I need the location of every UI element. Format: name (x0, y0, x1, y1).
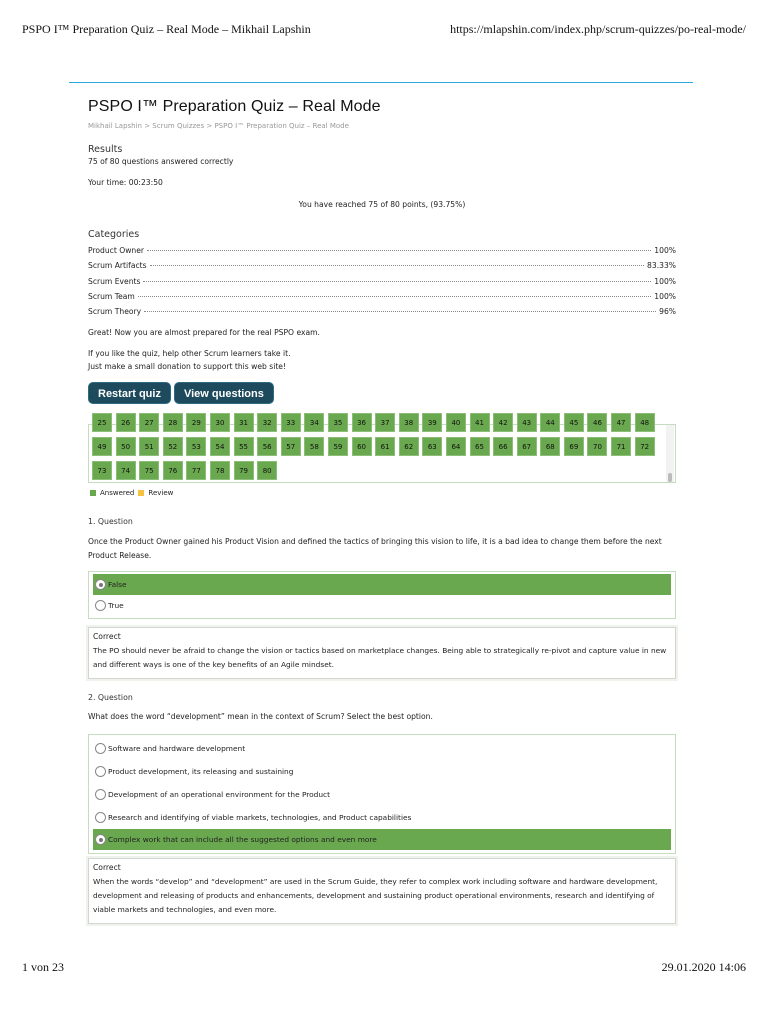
feedback-title: Correct (93, 863, 121, 872)
answer-option[interactable] (93, 760, 671, 783)
question-number-50[interactable]: 50 (116, 437, 136, 456)
question-number-73[interactable]: 73 (92, 461, 112, 480)
question-number-29[interactable]: 29 (186, 413, 206, 432)
option-label: Research and identifying of viable markets, technologies, and Product capabilities (108, 813, 412, 822)
question-number-46[interactable]: 46 (587, 413, 607, 432)
answered-legend-label: Answered (100, 489, 135, 497)
result-message: Great! Now you are almost prepared for the real PSPO exam. (88, 328, 320, 338)
category-name: Scrum Events (88, 276, 141, 286)
question-text: Once the Product Owner gained his Product Vision and defined the tactics of bringing this vision to life, it is a bad idea to change them before the next Product Release. (88, 537, 662, 560)
category-name: Scrum Artifacts (88, 261, 147, 271)
question-number-40[interactable]: 40 (446, 413, 466, 432)
category-list (88, 246, 676, 322)
print-header-url: https://mlapshin.com/index.php/scrum-quizzes/po-real-mode/ (450, 22, 746, 36)
page-number: 1 von 23 (22, 960, 64, 974)
review-legend-label: Review (148, 489, 174, 497)
header-divider (69, 82, 693, 83)
print-header-title: PSPO I™ Preparation Quiz – Real Mode – Mikhail Lapshin (22, 22, 311, 36)
question-grid-inner (92, 413, 660, 485)
option-label: Development of an operational environment for the Product (108, 790, 331, 799)
category-percent: 83.33% (647, 261, 676, 271)
question-number-74[interactable]: 74 (116, 461, 136, 480)
answered-count: 75 of 80 questions answered correctly (88, 157, 234, 166)
radio-icon[interactable] (95, 600, 106, 611)
print-footer (22, 960, 746, 974)
answered-swatch (90, 490, 96, 496)
question-number-65[interactable]: 65 (470, 437, 490, 456)
categories-heading: Categories (88, 229, 140, 240)
answer-option[interactable] (93, 737, 671, 760)
question-number-28[interactable]: 28 (163, 413, 183, 432)
question-number-63[interactable]: 63 (422, 437, 442, 456)
question-number-45[interactable]: 45 (564, 413, 584, 432)
question-number-69[interactable]: 69 (564, 437, 584, 456)
question-number-34[interactable]: 34 (304, 413, 324, 432)
radio-selected-icon[interactable] (95, 834, 106, 845)
question-number-35[interactable]: 35 (328, 413, 348, 432)
question-number-64[interactable]: 64 (446, 437, 466, 456)
category-percent: 100% (654, 246, 676, 255)
radio-selected-icon[interactable] (95, 579, 106, 590)
question-number-62[interactable]: 62 (399, 437, 419, 456)
question-number-76[interactable]: 76 (163, 461, 183, 480)
question-grid-row (92, 437, 660, 456)
question-text: What does the word “development” mean in the context of Scrum? Select the best option. (88, 712, 433, 721)
question-number-26[interactable]: 26 (116, 413, 136, 432)
question-1-options (88, 571, 676, 619)
answer-options (88, 571, 676, 619)
question-2-options (88, 734, 676, 854)
question-number-67[interactable]: 67 (517, 437, 537, 456)
question-number-71[interactable]: 71 (611, 437, 631, 456)
option-label: Product development, its releasing and sustaining (108, 767, 294, 776)
dot-leader (138, 296, 651, 297)
question-1-feedback (88, 627, 676, 679)
answer-option[interactable] (93, 595, 671, 616)
question-grid-row (92, 413, 660, 432)
category-percent: 100% (654, 276, 676, 286)
question-number-58[interactable]: 58 (304, 437, 324, 456)
answer-option-selected[interactable] (93, 829, 671, 850)
option-label: Complex work that can include all the suggested options and even more (108, 835, 377, 844)
category-name: Scrum Team (88, 291, 135, 301)
radio-icon[interactable] (95, 766, 106, 777)
category-row (88, 277, 676, 292)
feedback-box (88, 858, 676, 924)
question-number-48[interactable]: 48 (635, 413, 655, 432)
question-number-41[interactable]: 41 (470, 413, 490, 432)
print-header (22, 22, 746, 36)
donation-line-2: Just make a small donation to support this web site! (88, 362, 287, 372)
category-name: Product Owner (88, 246, 145, 255)
feedback-title: Correct (93, 632, 121, 641)
question-2 (88, 693, 676, 724)
question-1 (88, 517, 676, 563)
question-number-59[interactable]: 59 (328, 437, 348, 456)
question-number-70[interactable]: 70 (587, 437, 607, 456)
question-label: 1. Question (88, 517, 133, 526)
question-number-54[interactable]: 54 (210, 437, 230, 456)
question-number-33[interactable]: 33 (281, 413, 301, 432)
option-label: Software and hardware development (108, 744, 246, 753)
main-content (88, 98, 676, 404)
dot-leader (147, 250, 651, 251)
dot-leader (144, 311, 656, 312)
radio-icon[interactable] (95, 789, 106, 800)
question-number-30[interactable]: 30 (210, 413, 230, 432)
dot-leader (150, 265, 644, 266)
category-percent: 100% (654, 291, 676, 301)
feedback-box (88, 627, 676, 679)
question-number-56[interactable]: 56 (257, 437, 277, 456)
question-number-72[interactable]: 72 (635, 437, 655, 456)
question-label: 2. Question (88, 693, 133, 702)
grid-scroll-thumb[interactable] (668, 473, 672, 482)
question-number-36[interactable]: 36 (352, 413, 372, 432)
category-name: Scrum Theory (88, 307, 142, 317)
answer-option[interactable] (93, 806, 671, 829)
question-number-68[interactable]: 68 (540, 437, 560, 456)
question-number-44[interactable]: 44 (540, 413, 560, 432)
category-row (88, 261, 676, 276)
points-summary: You have reached 75 of 80 points, (93.75%) (298, 200, 466, 209)
question-number-61[interactable]: 61 (375, 437, 395, 456)
question-number-52[interactable]: 52 (163, 437, 183, 456)
category-row (88, 292, 676, 307)
feedback-text: The PO should never be afraid to change the vision or tactics based on marketplace changes. Being able to strategically re-pivot and capture value in new and different ways is one of the key benefits of an Agile mindset. (93, 646, 667, 669)
question-number-43[interactable]: 43 (517, 413, 537, 432)
donation-line-1: If you like the quiz, help other Scrum learners take it. (88, 349, 291, 359)
question-grid[interactable] (88, 419, 676, 483)
breadcrumb (88, 122, 676, 130)
question-number-55[interactable]: 55 (234, 437, 254, 456)
question-number-31[interactable]: 31 (234, 413, 254, 432)
question-number-25[interactable]: 25 (92, 413, 112, 432)
question-number-42[interactable]: 42 (493, 413, 513, 432)
question-number-78[interactable]: 78 (210, 461, 230, 480)
question-number-27[interactable]: 27 (139, 413, 159, 432)
question-number-75[interactable]: 75 (139, 461, 159, 480)
review-swatch (138, 490, 144, 496)
question-number-39[interactable]: 39 (422, 413, 442, 432)
question-number-77[interactable]: 77 (186, 461, 206, 480)
radio-icon[interactable] (95, 743, 106, 754)
answer-option[interactable] (93, 783, 671, 806)
page-title: PSPO I™ Preparation Quiz – Real Mode (88, 98, 381, 115)
question-number-47[interactable]: 47 (611, 413, 631, 432)
dot-leader (143, 281, 651, 282)
view-questions-button[interactable]: View questions (174, 382, 274, 404)
feedback-text: When the words “develop” and “development” are used in the Scrum Guide, they refer to complex work including software and hardware development, development and releasing of products and enhancements, development and sustaining product operational environments, research and identifying of viable markets and technologies, and even more. (93, 877, 658, 914)
question-number-37[interactable]: 37 (375, 413, 395, 432)
results-heading: Results (88, 144, 123, 155)
category-row (88, 307, 676, 322)
question-number-51[interactable]: 51 (139, 437, 159, 456)
answer-option-selected[interactable] (93, 574, 671, 595)
option-label: True (108, 601, 124, 610)
elapsed-time: Your time: 00:23:50 (88, 178, 163, 187)
question-number-32[interactable]: 32 (257, 413, 277, 432)
question-number-49[interactable]: 49 (92, 437, 112, 456)
category-row (88, 246, 676, 261)
question-number-38[interactable]: 38 (399, 413, 419, 432)
grid-scrollbar[interactable] (666, 425, 674, 482)
question-number-53[interactable]: 53 (186, 437, 206, 456)
question-number-57[interactable]: 57 (281, 437, 301, 456)
answer-options (88, 734, 676, 854)
print-date: 29.01.2020 14:06 (661, 960, 746, 974)
radio-icon[interactable] (95, 812, 106, 823)
question-number-66[interactable]: 66 (493, 437, 513, 456)
question-number-60[interactable]: 60 (352, 437, 372, 456)
action-buttons (88, 382, 676, 404)
question-number-80[interactable]: 80 (257, 461, 277, 480)
donation-message (88, 347, 676, 373)
question-2-feedback (88, 858, 676, 924)
restart-quiz-button[interactable]: Restart quiz (88, 382, 171, 404)
option-label: False (108, 580, 127, 589)
category-percent: 96% (659, 307, 676, 317)
breadcrumb-text[interactable]: Mikhail Lapshin > Scrum Quizzes > PSPO I™ Preparation Quiz – Real Mode (88, 122, 349, 130)
grid-legend (90, 489, 173, 497)
question-grid-row (92, 461, 660, 480)
question-number-79[interactable]: 79 (234, 461, 254, 480)
